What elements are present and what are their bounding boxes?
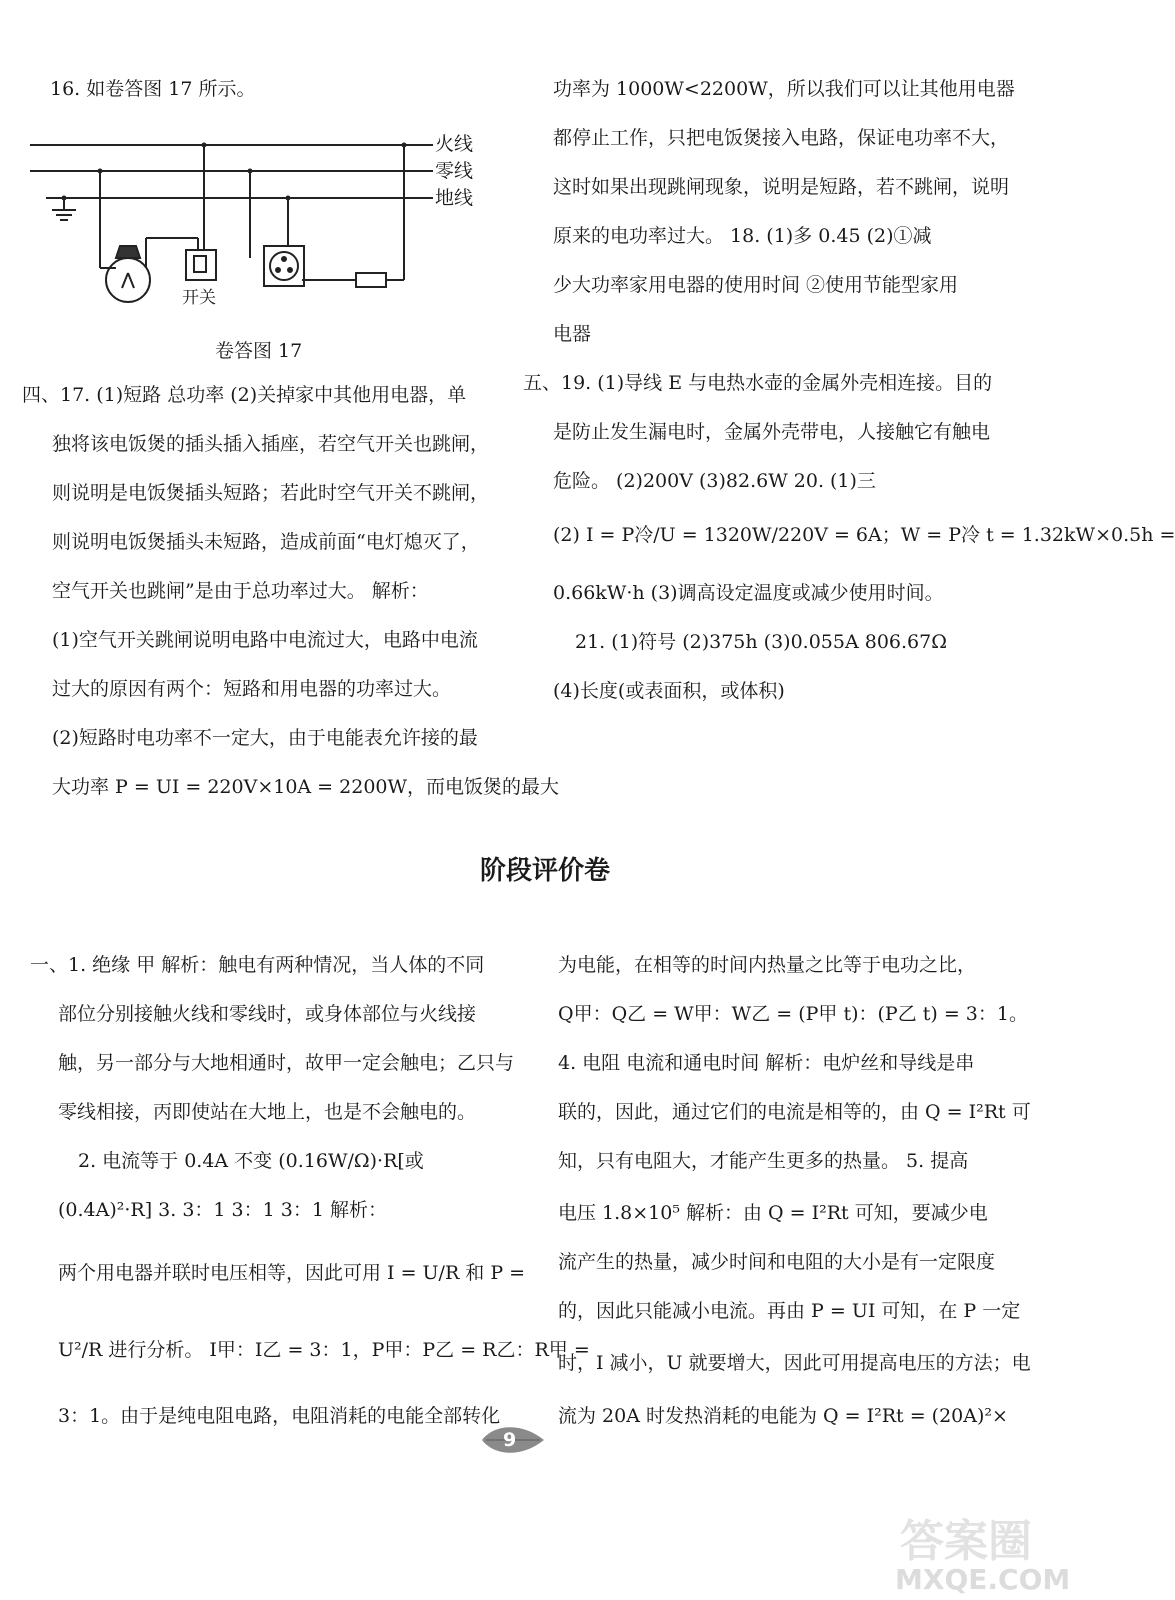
text-line: 五、19. (1)导线 E 与电热水壶的金属外壳相连接。目的 (523, 372, 993, 394)
formula-line: U²/R 进行分析。 I甲：I乙 = 3：1，P甲：P乙 = R乙：R甲 = (58, 1339, 590, 1361)
live-wire-label: 火线 (435, 133, 474, 155)
text-line: 知，只有电阻大，才能产生更多的热量。 5. 提高 (558, 1150, 969, 1172)
text-line: 部位分别接触火线和零线时，或身体部位与火线接 (58, 1003, 477, 1025)
text-line: 原来的电功率过大。 18. (1)多 0.45 (2)①减 (553, 225, 932, 247)
figure-caption: 卷答图 17 (215, 340, 303, 362)
text-line: 是防止发生漏电时，金属外壳带电，人接触它有触电 (553, 421, 991, 443)
text-line: 21. (1)符号 (2)375h (3)0.055A 806.67Ω (575, 631, 947, 653)
text-line: 大功率 P = UI = 220V×10A = 2200W，而电饭煲的最大 (52, 776, 560, 798)
text-line: (2)短路时电功率不一定大，由于电能表允许接的最 (52, 727, 478, 749)
text-line: 过大的原因有两个：短路和用电器的功率过大。 (52, 678, 452, 700)
page-number: 9 (503, 1429, 517, 1451)
watermark-brand: 答案圈 (900, 1516, 1032, 1567)
text-line: 空气开关也跳闸”是由于总功率过大。 解析： (52, 580, 429, 602)
text-line: 电压 1.8×10⁵ 解析：由 Q = I²Rt 可知，要减少电 (558, 1202, 988, 1224)
section-title: 阶段评价卷 (479, 856, 610, 886)
text-line: 则说明电饭煲插头未短路，造成前面“电灯熄灭了， (52, 531, 480, 553)
text-line: 0.66kW·h (3)调高设定温度或减少使用时间。 (553, 582, 944, 604)
text-line: (0.4A)²·R] 3. 3：1 3：1 3：1 解析： (58, 1199, 387, 1221)
text-line: 的，因此只能减小电流。再由 P = UI 可知，在 P 一定 (558, 1300, 1021, 1322)
formula-line: 两个用电器并联时电压相等，因此可用 I = U/R 和 P = (58, 1262, 526, 1284)
q16-text: 16. 如卷答图 17 所示。 (50, 78, 256, 100)
formula-line: (2) I = P冷/U = 1320W/220V = 6A；W = P冷 t = 1.32kW×0.5h = (553, 524, 1175, 546)
text-line: 流产生的热量，减少时间和电阻的大小是有一定限度 (558, 1251, 996, 1273)
neutral-wire-label: 零线 (435, 160, 474, 182)
ground-wire-label: 地线 (435, 187, 474, 209)
text-line: (1)空气开关跳闸说明电路中电流过大，电路中电流 (52, 629, 478, 651)
text-line: 3：1。由于是纯电阻电路，电阻消耗的电能全部转化 (58, 1405, 501, 1427)
text-line: Q甲：Q乙 = W甲：W乙 = (P甲 t)：(P乙 t) = 3：1。 (558, 1003, 1028, 1025)
text-line: 都停止工作，只把电饭煲接入电路，保证电功率不大， (553, 127, 1010, 149)
text-line: 零线相接，丙即使站在大地上，也是不会触电的。 (58, 1101, 477, 1123)
text-line: 4. 电阻 电流和通电时间 解析：电炉丝和导线是串 (558, 1052, 975, 1074)
watermark-domain: MXQE.COM (895, 1563, 1071, 1596)
text-line: 电器 (553, 323, 592, 345)
text-line: 触，另一部分与大地相通时，故甲一定会触电；乙只与 (58, 1052, 515, 1074)
text-line: 流为 20A 时发热消耗的电能为 Q = I²Rt = (20A)²× (558, 1405, 1008, 1427)
text-line: 少大功率家用电器的使用时间 ②使用节能型家用 (553, 274, 959, 296)
text-line: 功率为 1000W<2200W，所以我们可以让其他用电器 (553, 78, 1015, 100)
text-line: 为电能，在相等的时间内热量之比等于电功之比， (558, 954, 977, 976)
text-line: 联的，因此，通过它们的电流是相等的，由 Q = I²Rt 可 (558, 1101, 1031, 1123)
text-line: 时，I 减小，U 就要增大，因此可用提高电压的方法；电 (558, 1352, 1031, 1374)
text-line: 这时如果出现跳闸现象，说明是短路，若不跳闸，说明 (553, 176, 1010, 198)
text-line: 独将该电饭煲的插头插入插座，若空气开关也跳闸， (52, 433, 490, 455)
text-line: 则说明是电饭煲插头短路；若此时空气开关不跳闸， (52, 482, 490, 504)
text-line: 危险。 (2)200V (3)82.6W 20. (1)三 (553, 470, 876, 492)
circuit-diagram (28, 118, 498, 333)
text-line: 四、17. (1)短路 总功率 (2)关掉家中其他用电器，单 (22, 384, 467, 406)
text-line: 2. 电流等于 0.4A 不变 (0.16W/Ω)·R[或 (78, 1150, 424, 1172)
watermark-logo (880, 1505, 1085, 1600)
switch-label: 开关 (182, 288, 216, 308)
text-line: 一、1. 绝缘 甲 解析：触电有两种情况，当人体的不同 (30, 954, 485, 976)
text-line: (4)长度(或表面积，或体积) (553, 680, 785, 702)
